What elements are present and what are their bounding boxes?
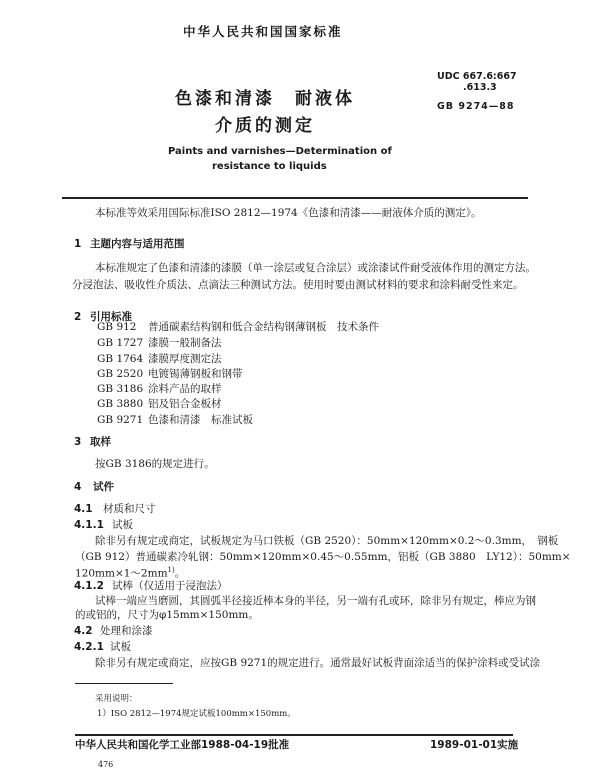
footnote-label: 采用说明： xyxy=(95,694,138,704)
reference-title: 普通碳素结构钢和低合金结构钢薄钢板 技术条件 xyxy=(148,321,379,333)
section-4-title: 试件 xyxy=(93,481,114,493)
approval-text: 中华人民共和国化学工业部1988-04-19批准 xyxy=(75,739,290,751)
intro-text: 本标准等效采用国际标准ISO 2812—1974《色漆和清漆——耐液体介质的测定》。 xyxy=(95,207,482,219)
section-3-number: 3 xyxy=(74,436,82,448)
reference-title: 漆膜厚度测定法 xyxy=(148,353,222,365)
section-4-2-1-title: 试板 xyxy=(110,641,131,653)
section-4-1-1-number: 4.1.1 xyxy=(74,519,104,531)
section-1-title: 主题内容与适用范围 xyxy=(90,238,185,250)
section-4-2-1-line-1: 除非另有规定或商定，应按GB 9271的规定进行。通常最好试板背面涂适当的保护涂料或受试涂 xyxy=(95,657,541,669)
section-1-para-cont: 分浸泡法、吸收性介质法、点滴法三种测试方法。使用时要由测试材料的要求和涂料耐受性来定。 xyxy=(72,279,524,291)
section-4-1-1-line-3 xyxy=(75,567,185,579)
section-4-1-number: 4.1 xyxy=(74,503,93,515)
reference-code: GB 2520 xyxy=(97,368,144,380)
section-2-title: 引用标准 xyxy=(90,311,132,323)
udc-code: UDC 667.6:667 xyxy=(437,71,517,82)
header-rule xyxy=(62,197,528,199)
section-3-title: 取样 xyxy=(90,436,111,448)
title-line-2: 介质的测定 xyxy=(215,116,315,136)
footnote-ref: 1) xyxy=(167,566,175,574)
english-title-1: Paints and varnishes—Determination of xyxy=(168,146,392,157)
section-4-2-1-number: 4.2.1 xyxy=(74,641,104,653)
footnote-rule xyxy=(75,683,173,684)
section-4-2-number: 4.2 xyxy=(74,625,93,637)
page-number: 476 xyxy=(98,760,114,769)
footnote-text: 1）ISO 2812—1974规定试板100mm×150mm。 xyxy=(97,709,296,719)
section-4-2-title: 处理和涂漆 xyxy=(100,625,153,637)
section-4-1-1-line-1: 除非另有规定或商定，试板规定为马口铁板（GB 2520）：50mm×120mm×0.2～0.3mm， 钢板 xyxy=(95,535,559,547)
section-1-para: 本标准规定了色漆和清漆的漆膜（单一涂层或复合涂层）或涂漆试件耐受液体作用的测定方法。 xyxy=(95,262,536,274)
reference-title: 铝及铝合金板材 xyxy=(148,398,222,410)
reference-title: 涂料产品的取样 xyxy=(148,383,222,395)
national-standard-label: 中华人民共和国国家标准 xyxy=(183,24,343,39)
gb-number: GB 9274—88 xyxy=(437,101,515,112)
reference-code: GB 9271 xyxy=(97,414,144,426)
section-4-1-2-line-2: 的或铝的，尺寸为φ15mm×150mm。 xyxy=(75,609,259,621)
section-4-1-1-title: 试板 xyxy=(112,519,133,531)
reference-code: GB 1764 xyxy=(97,353,144,365)
title-line-1: 色漆和清漆 耐液体 xyxy=(175,89,355,109)
section-4-number: 4 xyxy=(74,481,82,493)
section-3-para: 按GB 3186的规定进行。 xyxy=(95,458,215,470)
section-4-1-title: 材质和尺寸 xyxy=(103,503,156,515)
footer-rule xyxy=(75,734,513,736)
section-4-1-2-line-1: 试棒一端应当磨圆，其圆弧半径接近棒本身的半径，另一端有孔或环，除非另有规定，棒应为钢 xyxy=(95,595,536,607)
line-3-text: 120mm×1～2mm xyxy=(75,567,168,580)
reference-code: GB 3186 xyxy=(97,383,144,395)
reference-code: GB 1727 xyxy=(97,337,144,349)
effective-date: 1989-01-01实施 xyxy=(430,739,519,751)
reference-title: 色漆和清漆 标准试板 xyxy=(148,414,253,426)
udc-code-cont: .613.3 xyxy=(463,82,497,93)
reference-code: GB 3880 xyxy=(97,398,144,410)
section-4-1-1-line-2: （GB 912）普通碳素冷轧钢：50mm×120mm×0.45～0.55mm，铝板（GB 3880 LY12）：50mm× xyxy=(75,551,571,563)
line-3-end: 。 xyxy=(174,567,186,580)
reference-title: 漆膜一般制备法 xyxy=(148,337,222,349)
reference-title: 电镀锡薄钢板和钢带 xyxy=(148,368,243,380)
section-2-number: 2 xyxy=(74,311,82,323)
reference-code: GB 912 xyxy=(97,321,137,333)
section-1-number: 1 xyxy=(74,238,82,250)
section-4-1-2-number: 4.1.2 xyxy=(74,580,104,592)
english-title-2: resistance to liquids xyxy=(212,161,327,172)
section-4-1-2-title: 试棒（仅适用于浸泡法） xyxy=(112,580,228,592)
